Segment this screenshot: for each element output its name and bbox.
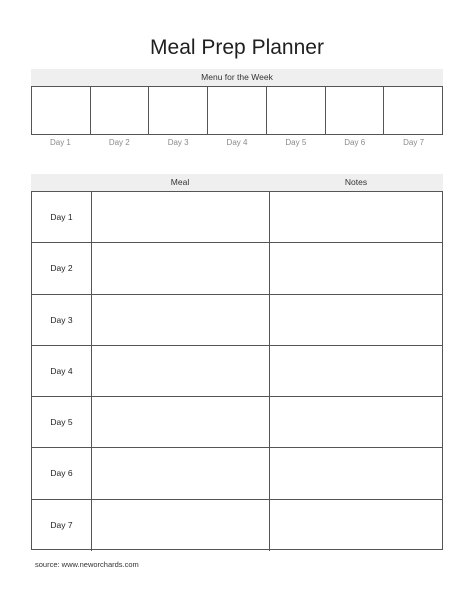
week-cell-day-7[interactable] <box>384 87 442 134</box>
row-day-label: Day 1 <box>32 192 92 242</box>
week-menu-grid <box>31 86 443 135</box>
week-cell-day-5[interactable] <box>267 87 326 134</box>
week-cell-day-4[interactable] <box>208 87 267 134</box>
meal-cell[interactable] <box>92 500 270 551</box>
meal-cell[interactable] <box>92 397 270 447</box>
week-day-label: Day 1 <box>49 138 71 147</box>
meal-cell[interactable] <box>92 295 270 345</box>
meal-cell[interactable] <box>92 346 270 396</box>
table-row <box>32 295 442 346</box>
week-cell-day-2[interactable] <box>91 87 150 134</box>
meal-table-header <box>31 174 443 191</box>
notes-cell[interactable] <box>270 397 442 447</box>
notes-cell[interactable] <box>270 448 442 498</box>
notes-cell[interactable] <box>270 192 442 242</box>
table-row <box>32 448 442 499</box>
row-day-label: Day 5 <box>32 397 92 447</box>
table-row <box>32 192 442 243</box>
row-day-label: Day 4 <box>32 346 92 396</box>
notes-cell[interactable] <box>270 295 442 345</box>
week-day-label: Day 7 <box>403 138 425 147</box>
meal-column-header: Meal <box>170 177 190 187</box>
week-cell-day-6[interactable] <box>326 87 385 134</box>
row-day-label: Day 2 <box>32 243 92 293</box>
notes-cell[interactable] <box>270 500 442 551</box>
week-menu-header: Menu for the Week <box>31 69 443 86</box>
meal-cell[interactable] <box>92 243 270 293</box>
source-credit: source: www.neworchards.com <box>35 560 139 569</box>
page-title: Meal Prep Planner <box>150 36 324 59</box>
table-row <box>32 243 442 294</box>
meal-cell[interactable] <box>92 192 270 242</box>
notes-cell[interactable] <box>270 243 442 293</box>
meal-table <box>31 191 443 550</box>
week-day-label: Day 5 <box>285 138 307 147</box>
week-day-label: Day 3 <box>167 138 189 147</box>
row-day-label: Day 7 <box>32 500 92 551</box>
meal-cell[interactable] <box>92 448 270 498</box>
week-day-label: Day 4 <box>226 138 248 147</box>
week-day-labels <box>31 138 443 148</box>
notes-column-header: Notes <box>344 177 368 187</box>
week-cell-day-3[interactable] <box>149 87 208 134</box>
row-day-label: Day 3 <box>32 295 92 345</box>
table-row <box>32 346 442 397</box>
row-day-label: Day 6 <box>32 448 92 498</box>
notes-cell[interactable] <box>270 346 442 396</box>
week-day-label: Day 2 <box>108 138 130 147</box>
week-day-label: Day 6 <box>344 138 366 147</box>
table-row <box>32 397 442 448</box>
table-row <box>32 500 442 551</box>
week-cell-day-1[interactable] <box>32 87 91 134</box>
